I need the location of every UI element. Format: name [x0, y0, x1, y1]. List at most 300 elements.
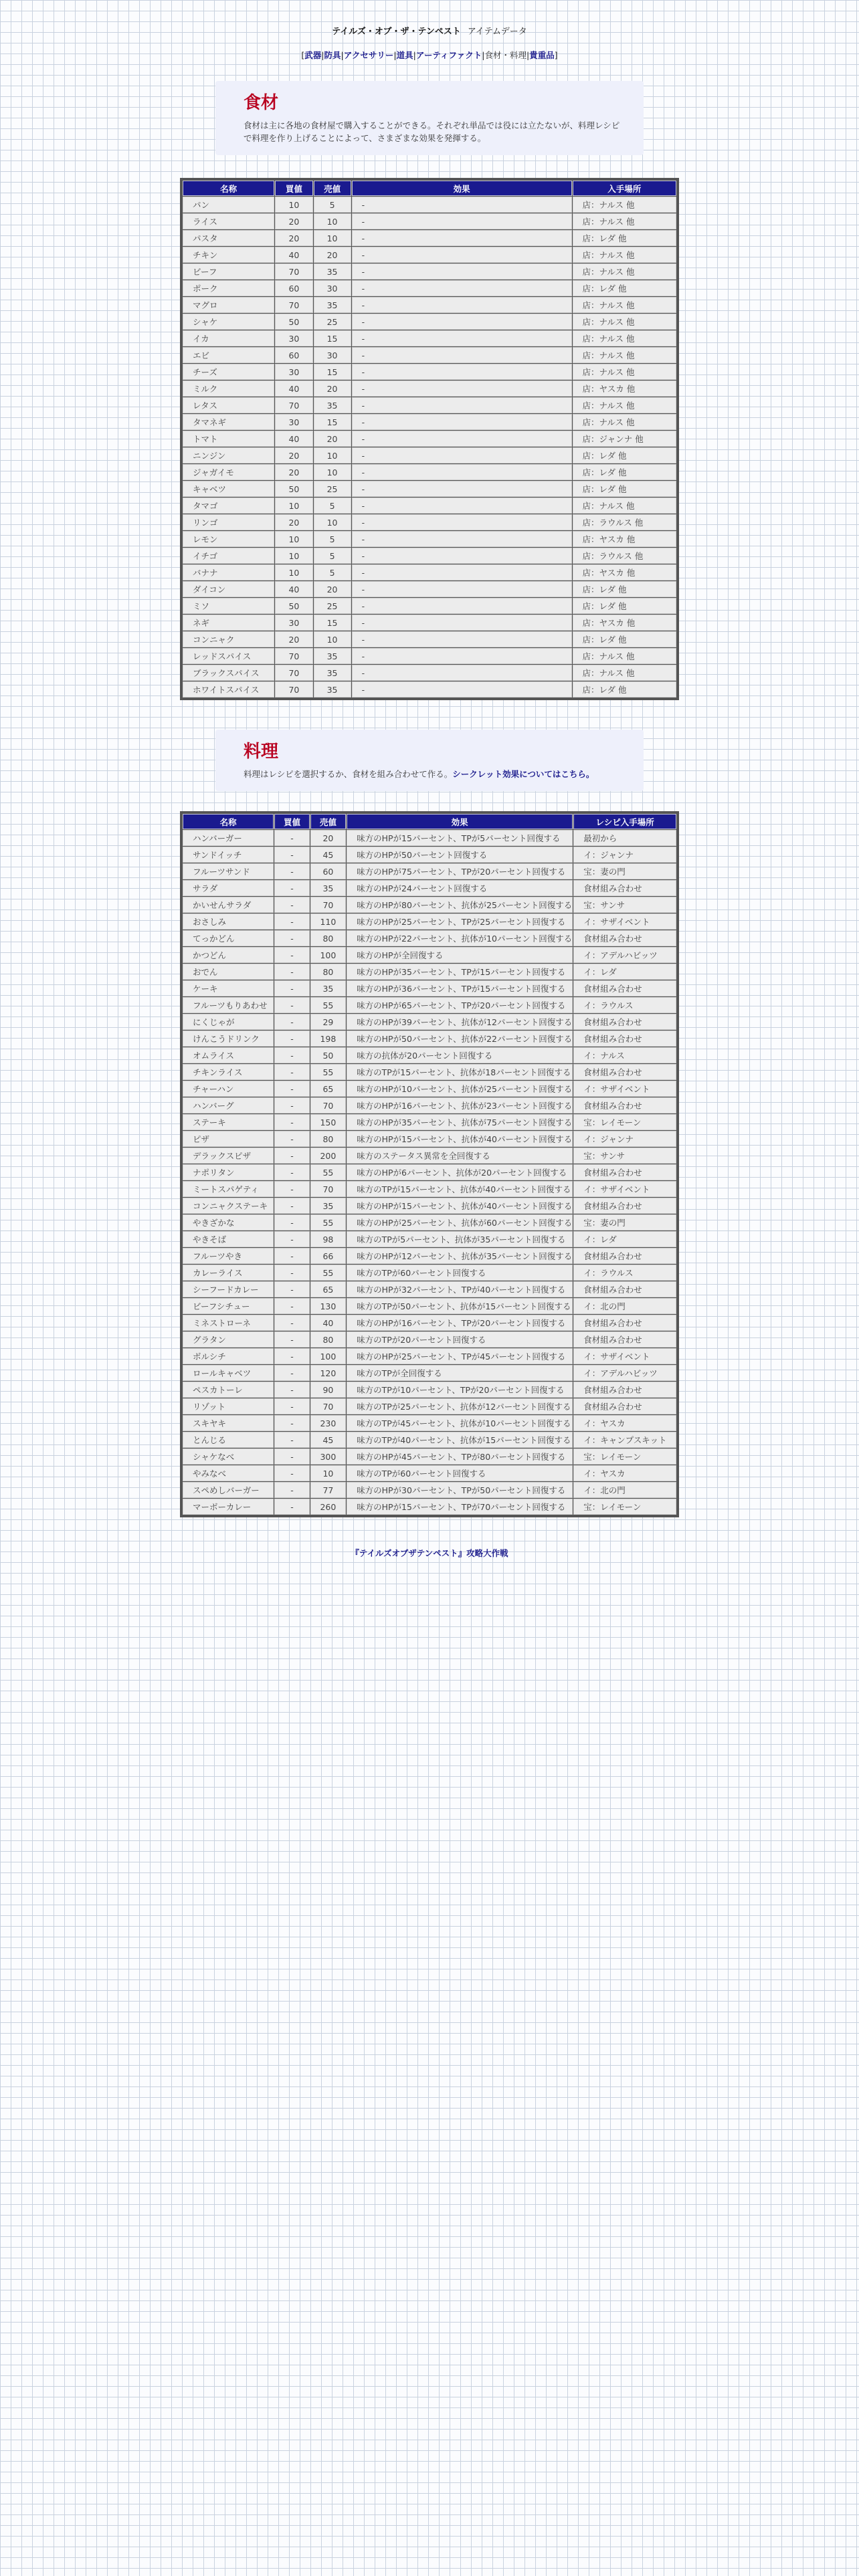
- table-cell: 味方のTPが40パーセント、抗体が15パーセント回復する: [347, 1432, 573, 1448]
- table-cell: ハンバーガー: [183, 830, 274, 846]
- table-cell: 店：ナルス 他: [573, 263, 676, 280]
- table-cell: イチゴ: [183, 548, 274, 564]
- dish-row: [183, 1281, 676, 1297]
- table-cell: 30: [275, 364, 312, 380]
- ingredient-row: [183, 213, 676, 229]
- table-cell: タマネギ: [183, 414, 274, 430]
- dish-row: [183, 1164, 676, 1180]
- table-cell: 店：ヤスカ 他: [573, 564, 676, 580]
- table-cell: エビ: [183, 347, 274, 363]
- dish-row: [183, 1181, 676, 1197]
- table-cell: 5: [314, 548, 351, 564]
- table-cell: 味方のHPが80パーセント、抗体が25パーセント回復する: [347, 897, 573, 913]
- table-cell: 店：レダ 他: [573, 631, 676, 647]
- table-cell: 味方のHPが16パーセント、抗体が23パーセント回復する: [347, 1097, 573, 1113]
- table-cell: -: [274, 930, 309, 946]
- ingredient-row: [183, 431, 676, 447]
- dish-row: [183, 947, 676, 963]
- table-cell: 55: [310, 1164, 346, 1180]
- dish-row: [183, 1382, 676, 1398]
- home-link[interactable]: 『テイルズオブザテンペスト』攻略大作戦: [351, 1548, 508, 1558]
- column-header: レシピ入手場所: [573, 814, 676, 829]
- table-cell: 10: [275, 531, 312, 547]
- ingredient-row: [183, 314, 676, 330]
- table-cell: 味方のTPが60パーセント回復する: [347, 1265, 573, 1281]
- dish-row: [183, 997, 676, 1013]
- table-cell: キャベツ: [183, 481, 274, 497]
- table-cell: -: [274, 880, 309, 896]
- table-cell: 味方のTPが10パーセント、TPが20パーセント回復する: [347, 1382, 573, 1398]
- table-cell: 味方のTPが25パーセント、抗体が12パーセント回復する: [347, 1398, 573, 1414]
- table-cell: -: [352, 615, 572, 631]
- category-nav: [武器|防具|アクセサリー|道具|アーティファクト|食材・料理|貴重品]: [301, 50, 558, 60]
- table-cell: -: [274, 1348, 309, 1364]
- table-cell: 味方のHPが30パーセント、TPが50パーセント回復する: [347, 1482, 573, 1498]
- table-cell: かつどん: [183, 947, 274, 963]
- table-cell: -: [352, 514, 572, 530]
- page-title: アイテムデータ: [467, 27, 527, 37]
- table-cell: 味方のHPが25パーセント、TPが25パーセント回復する: [347, 914, 573, 930]
- table-cell: レタス: [183, 397, 274, 413]
- nav-item[interactable]: 貴重品: [529, 50, 555, 60]
- table-cell: 味方のHPが22パーセント、抗体が10パーセント回復する: [347, 930, 573, 946]
- table-cell: 70: [275, 263, 312, 280]
- dish-row: [183, 1482, 676, 1498]
- nav-item[interactable]: 防具: [324, 50, 341, 60]
- table-cell: 味方のHPが25パーセント、抗体が60パーセント回復する: [347, 1214, 573, 1230]
- table-cell: ビーフシチュー: [183, 1298, 274, 1314]
- table-cell: 100: [310, 1348, 346, 1364]
- table-cell: 食材組み合わせ: [573, 1315, 676, 1331]
- dishes-description-text: 料理はレシピを選択するか、食材を組み合わせて作る。: [244, 769, 453, 779]
- table-cell: 食材組み合わせ: [573, 930, 676, 946]
- table-cell: とんじる: [183, 1432, 274, 1448]
- table-cell: 70: [310, 897, 346, 913]
- ingredient-row: [183, 381, 676, 397]
- table-cell: 10: [275, 564, 312, 580]
- table-cell: 20: [310, 830, 346, 846]
- table-cell: 30: [314, 347, 351, 363]
- table-cell: -: [352, 213, 572, 229]
- table-cell: ネギ: [183, 615, 274, 631]
- table-cell: 味方のTPが15パーセント、抗体が18パーセント回復する: [347, 1064, 573, 1080]
- table-cell: 45: [310, 847, 346, 863]
- table-cell: -: [352, 548, 572, 564]
- table-cell: 宝：レイモーン: [573, 1499, 676, 1515]
- table-cell: -: [274, 1114, 309, 1130]
- table-cell: 35: [310, 880, 346, 896]
- table-cell: 55: [310, 997, 346, 1013]
- table-cell: -: [274, 1415, 309, 1431]
- table-cell: 20: [314, 581, 351, 597]
- table-cell: 味方のHPが12パーセント、抗体が35パーセント回復する: [347, 1248, 573, 1264]
- column-header: 売値: [314, 181, 351, 196]
- ingredients-table: [180, 178, 679, 700]
- table-cell: -: [274, 1214, 309, 1230]
- table-cell: リゾット: [183, 1398, 274, 1414]
- dish-row: [183, 1499, 676, 1515]
- table-cell: 300: [310, 1448, 346, 1465]
- table-cell: 店：ナルス 他: [573, 347, 676, 363]
- table-cell: 10: [275, 197, 312, 213]
- table-cell: 店：レダ 他: [573, 581, 676, 597]
- table-cell: ナポリタン: [183, 1164, 274, 1180]
- table-cell: 食材組み合わせ: [573, 1164, 676, 1180]
- table-cell: 味方のHPが75パーセント、TPが20パーセント回復する: [347, 863, 573, 879]
- table-cell: パスタ: [183, 230, 274, 246]
- table-cell: -: [274, 830, 309, 846]
- table-cell: フルーツやき: [183, 1248, 274, 1264]
- column-header: 効果: [352, 181, 572, 196]
- table-cell: ミルク: [183, 381, 274, 397]
- table-cell: 店：ナルス 他: [573, 397, 676, 413]
- table-cell: 15: [314, 364, 351, 380]
- table-cell: -: [274, 1047, 309, 1063]
- table-cell: 店：ナルス 他: [573, 498, 676, 514]
- table-cell: 80: [310, 964, 346, 980]
- dish-row: [183, 1331, 676, 1348]
- table-cell: -: [274, 1248, 309, 1264]
- column-header: 買値: [275, 181, 312, 196]
- ingredient-row: [183, 531, 676, 547]
- table-cell: 味方のHPが15パーセント、抗体が40パーセント回復する: [347, 1198, 573, 1214]
- table-cell: -: [274, 1148, 309, 1164]
- table-cell: -: [352, 447, 572, 463]
- table-cell: 70: [275, 648, 312, 664]
- table-cell: 味方のHPが39パーセント、抗体が12パーセント回復する: [347, 1014, 573, 1030]
- table-cell: ホワイトスパイス: [183, 681, 274, 697]
- table-cell: イ：サザイベント: [573, 914, 676, 930]
- ingredient-row: [183, 447, 676, 463]
- table-cell: ジャガイモ: [183, 464, 274, 480]
- ingredient-row: [183, 247, 676, 263]
- column-header: 名称: [183, 814, 274, 829]
- table-cell: -: [352, 681, 572, 697]
- table-cell: けんこうドリンク: [183, 1031, 274, 1047]
- table-cell: 20: [275, 230, 312, 246]
- table-cell: トマト: [183, 431, 274, 447]
- table-cell: 味方のTPが20パーセント回復する: [347, 1331, 573, 1348]
- nav-item[interactable]: 武器: [304, 50, 322, 60]
- table-cell: 5: [314, 531, 351, 547]
- dish-row: [183, 914, 676, 930]
- table-cell: 100: [310, 947, 346, 963]
- table-cell: ケーキ: [183, 980, 274, 996]
- table-cell: ライス: [183, 213, 274, 229]
- table-cell: -: [274, 1365, 309, 1381]
- table-cell: 20: [275, 631, 312, 647]
- table-cell: 味方のHPが6パーセント、抗体が20パーセント回復する: [347, 1164, 573, 1180]
- table-cell: 65: [310, 1081, 346, 1097]
- table-cell: やきざかな: [183, 1214, 274, 1230]
- table-cell: -: [274, 847, 309, 863]
- table-cell: コンニャク: [183, 631, 274, 647]
- table-cell: 70: [275, 397, 312, 413]
- table-cell: 20: [314, 431, 351, 447]
- ingredient-row: [183, 665, 676, 681]
- table-cell: 味方のHPが35パーセント、TPが15パーセント回復する: [347, 964, 573, 980]
- table-cell: スペめしバーガー: [183, 1482, 274, 1498]
- nav-item[interactable]: アーティファクト: [415, 50, 482, 60]
- table-cell: おでん: [183, 964, 274, 980]
- table-cell: ダイコン: [183, 581, 274, 597]
- dish-row: [183, 847, 676, 863]
- secret-effect-link[interactable]: シークレット効果についてはこちら。: [452, 769, 595, 779]
- table-cell: イ：ヤスカ: [573, 1465, 676, 1481]
- dish-row: [183, 1315, 676, 1331]
- table-cell: イ：サザイベント: [573, 1181, 676, 1197]
- table-cell: 60: [275, 347, 312, 363]
- ingredient-row: [183, 498, 676, 514]
- table-cell: かいせんサラダ: [183, 897, 274, 913]
- table-cell: 10: [275, 498, 312, 514]
- table-cell: シーフードカレー: [183, 1281, 274, 1297]
- table-cell: 70: [310, 1398, 346, 1414]
- table-cell: 29: [310, 1014, 346, 1030]
- table-cell: ステーキ: [183, 1114, 274, 1130]
- dish-row: [183, 1265, 676, 1281]
- table-cell: 食材組み合わせ: [573, 1064, 676, 1080]
- table-cell: 店：レダ 他: [573, 447, 676, 463]
- dishes-heading: 料理: [244, 742, 279, 762]
- table-cell: イカ: [183, 330, 274, 346]
- table-cell: 味方のステータス異常を全回復する: [347, 1148, 573, 1164]
- table-cell: 30: [275, 414, 312, 430]
- nav-item: 食材・料理: [484, 50, 527, 60]
- dish-row: [183, 930, 676, 946]
- table-cell: カレーライス: [183, 1265, 274, 1281]
- table-cell: -: [352, 297, 572, 313]
- table-cell: -: [352, 665, 572, 681]
- table-cell: 食材組み合わせ: [573, 880, 676, 896]
- table-cell: -: [274, 1281, 309, 1297]
- table-cell: 35: [314, 665, 351, 681]
- table-cell: -: [352, 397, 572, 413]
- table-cell: 宝：妻の門: [573, 1214, 676, 1230]
- table-cell: 店：レダ 他: [573, 598, 676, 614]
- table-cell: 35: [314, 648, 351, 664]
- table-cell: -: [274, 1432, 309, 1448]
- table-cell: 30: [275, 615, 312, 631]
- column-header: 入手場所: [573, 181, 676, 196]
- table-cell: 150: [310, 1114, 346, 1130]
- table-cell: 味方のHPが16パーセント、TPが20パーセント回復する: [347, 1315, 573, 1331]
- table-cell: 98: [310, 1231, 346, 1247]
- table-cell: スキヤキ: [183, 1415, 274, 1431]
- table-cell: 食材組み合わせ: [573, 1031, 676, 1047]
- dish-row: [183, 897, 676, 913]
- ingredient-row: [183, 230, 676, 246]
- table-cell: 50: [275, 481, 312, 497]
- table-cell: 店：レダ 他: [573, 464, 676, 480]
- table-cell: パン: [183, 197, 274, 213]
- table-cell: 20: [275, 464, 312, 480]
- table-cell: イ：ナルス: [573, 1047, 676, 1063]
- table-cell: ミートスパゲティ: [183, 1181, 274, 1197]
- table-cell: 25: [314, 314, 351, 330]
- table-cell: -: [274, 1465, 309, 1481]
- ingredient-row: [183, 364, 676, 380]
- table-cell: 店：ジャンナ 他: [573, 431, 676, 447]
- dish-row: [183, 1031, 676, 1047]
- table-cell: 5: [314, 197, 351, 213]
- ingredient-row: [183, 681, 676, 697]
- table-cell: -: [352, 481, 572, 497]
- column-header: 売値: [310, 814, 346, 829]
- ingredient-row: [183, 514, 676, 530]
- table-cell: -: [352, 631, 572, 647]
- table-cell: 宝：妻の門: [573, 863, 676, 879]
- page-header: [0, 0, 859, 37]
- table-cell: 66: [310, 1248, 346, 1264]
- ingredients-description: 食材は主に各地の食材屋で購入することができる。それぞれ単品では役には立たないが、料理レシピで料理を作り上げることによって、さまざまな効果を発揮する。: [244, 120, 620, 143]
- table-cell: ハンバーグ: [183, 1097, 274, 1113]
- table-cell: -: [352, 431, 572, 447]
- table-cell: -: [352, 381, 572, 397]
- table-cell: -: [274, 1231, 309, 1247]
- table-cell: ロールキャベツ: [183, 1365, 274, 1381]
- table-cell: マグロ: [183, 297, 274, 313]
- table-cell: 35: [310, 1198, 346, 1214]
- table-cell: 198: [310, 1031, 346, 1047]
- table-cell: 味方のHPが50パーセント、抗体が22パーセント回復する: [347, 1031, 573, 1047]
- table-cell: 10: [314, 514, 351, 530]
- table-cell: 45: [310, 1432, 346, 1448]
- table-cell: おさしみ: [183, 914, 274, 930]
- table-cell: イ：アデルハビッツ: [573, 947, 676, 963]
- table-cell: 35: [314, 681, 351, 697]
- dish-row: [183, 1465, 676, 1481]
- table-cell: 80: [310, 1331, 346, 1348]
- table-cell: 40: [275, 247, 312, 263]
- table-cell: フルーツサンド: [183, 863, 274, 879]
- table-cell: 店：ヤスカ 他: [573, 531, 676, 547]
- table-cell: 130: [310, 1298, 346, 1314]
- table-cell: イ：キャンプスキット: [573, 1432, 676, 1448]
- table-cell: 55: [310, 1064, 346, 1080]
- dish-row: [183, 1097, 676, 1113]
- dish-row: [183, 1198, 676, 1214]
- ingredient-row: [183, 548, 676, 564]
- table-cell: 店：レダ 他: [573, 230, 676, 246]
- nav-item[interactable]: 道具: [396, 50, 413, 60]
- table-cell: 70: [275, 665, 312, 681]
- dish-row: [183, 1348, 676, 1364]
- table-cell: 味方のTPが50パーセント、抗体が15パーセント回復する: [347, 1298, 573, 1314]
- table-cell: 食材組み合わせ: [573, 1248, 676, 1264]
- table-cell: 店：レダ 他: [573, 280, 676, 296]
- column-header: 名称: [183, 181, 274, 196]
- table-cell: 店：ラウルス 他: [573, 548, 676, 564]
- table-cell: ミソ: [183, 598, 274, 614]
- table-cell: 70: [275, 297, 312, 313]
- ingredients-intro: [215, 81, 644, 155]
- table-cell: 店：ナルス 他: [573, 297, 676, 313]
- table-cell: チキンライス: [183, 1064, 274, 1080]
- table-cell: 5: [314, 564, 351, 580]
- table-cell: 宝：レイモーン: [573, 1448, 676, 1465]
- table-cell: オムライス: [183, 1047, 274, 1063]
- table-cell: やみなべ: [183, 1465, 274, 1481]
- table-cell: -: [352, 648, 572, 664]
- table-cell: 味方のHPが全回復する: [347, 947, 573, 963]
- table-cell: 宝：レイモーン: [573, 1114, 676, 1130]
- table-cell: 10: [275, 548, 312, 564]
- table-cell: -: [274, 1164, 309, 1180]
- dish-row: [183, 1214, 676, 1230]
- table-cell: -: [274, 897, 309, 913]
- table-cell: リンゴ: [183, 514, 274, 530]
- table-cell: 55: [310, 1265, 346, 1281]
- table-cell: マーボーカレー: [183, 1499, 274, 1515]
- table-cell: 110: [310, 914, 346, 930]
- table-cell: 店：ラウルス 他: [573, 514, 676, 530]
- ingredient-row: [183, 263, 676, 280]
- table-cell: デラックスピザ: [183, 1148, 274, 1164]
- ingredient-row: [183, 481, 676, 497]
- table-cell: 店：ヤスカ 他: [573, 615, 676, 631]
- table-cell: -: [352, 230, 572, 246]
- table-cell: イ：北の門: [573, 1482, 676, 1498]
- table-cell: -: [274, 1499, 309, 1515]
- table-cell: サラダ: [183, 880, 274, 896]
- table-cell: 15: [314, 615, 351, 631]
- table-cell: -: [352, 197, 572, 213]
- table-cell: 味方の抗体が20パーセント回復する: [347, 1047, 573, 1063]
- table-cell: 35: [314, 297, 351, 313]
- table-cell: サンドイッチ: [183, 847, 274, 863]
- table-cell: シャケなべ: [183, 1448, 274, 1465]
- table-cell: 店：ヤスカ 他: [573, 381, 676, 397]
- table-cell: -: [352, 581, 572, 597]
- dish-row: [183, 1081, 676, 1097]
- table-cell: 35: [314, 263, 351, 280]
- table-cell: 店：ナルス 他: [573, 213, 676, 229]
- dish-row: [183, 1298, 676, 1314]
- dish-row: [183, 880, 676, 896]
- dish-row: [183, 830, 676, 846]
- table-cell: 味方のHPが15パーセント、TPが70パーセント回復する: [347, 1499, 573, 1515]
- table-cell: -: [352, 330, 572, 346]
- table-cell: 35: [310, 980, 346, 996]
- table-cell: 味方のHPが32パーセント、TPが40パーセント回復する: [347, 1281, 573, 1297]
- table-cell: ペスカトーレ: [183, 1382, 274, 1398]
- ingredient-row: [183, 397, 676, 413]
- table-cell: 60: [275, 280, 312, 296]
- table-cell: やきそば: [183, 1231, 274, 1247]
- nav-item[interactable]: アクセサリー: [343, 50, 394, 60]
- table-cell: -: [274, 980, 309, 996]
- table-cell: 40: [275, 381, 312, 397]
- table-cell: -: [274, 1198, 309, 1214]
- table-cell: ミネストローネ: [183, 1315, 274, 1331]
- table-cell: 味方のHPが10パーセント、抗体が25パーセント回復する: [347, 1081, 573, 1097]
- ingredient-row: [183, 197, 676, 213]
- table-cell: -: [352, 280, 572, 296]
- table-cell: 10: [314, 230, 351, 246]
- table-cell: -: [352, 247, 572, 263]
- table-cell: -: [352, 564, 572, 580]
- dishes-intro: [215, 730, 644, 791]
- table-cell: -: [274, 1315, 309, 1331]
- table-cell: イ：ジャンナ: [573, 1131, 676, 1147]
- table-cell: 15: [314, 330, 351, 346]
- table-cell: 30: [314, 280, 351, 296]
- table-cell: -: [352, 414, 572, 430]
- table-cell: 味方のTPが15パーセント、抗体が40パーセント回復する: [347, 1181, 573, 1197]
- table-cell: イ：アデルハビッツ: [573, 1365, 676, 1381]
- ingredient-row: [183, 631, 676, 647]
